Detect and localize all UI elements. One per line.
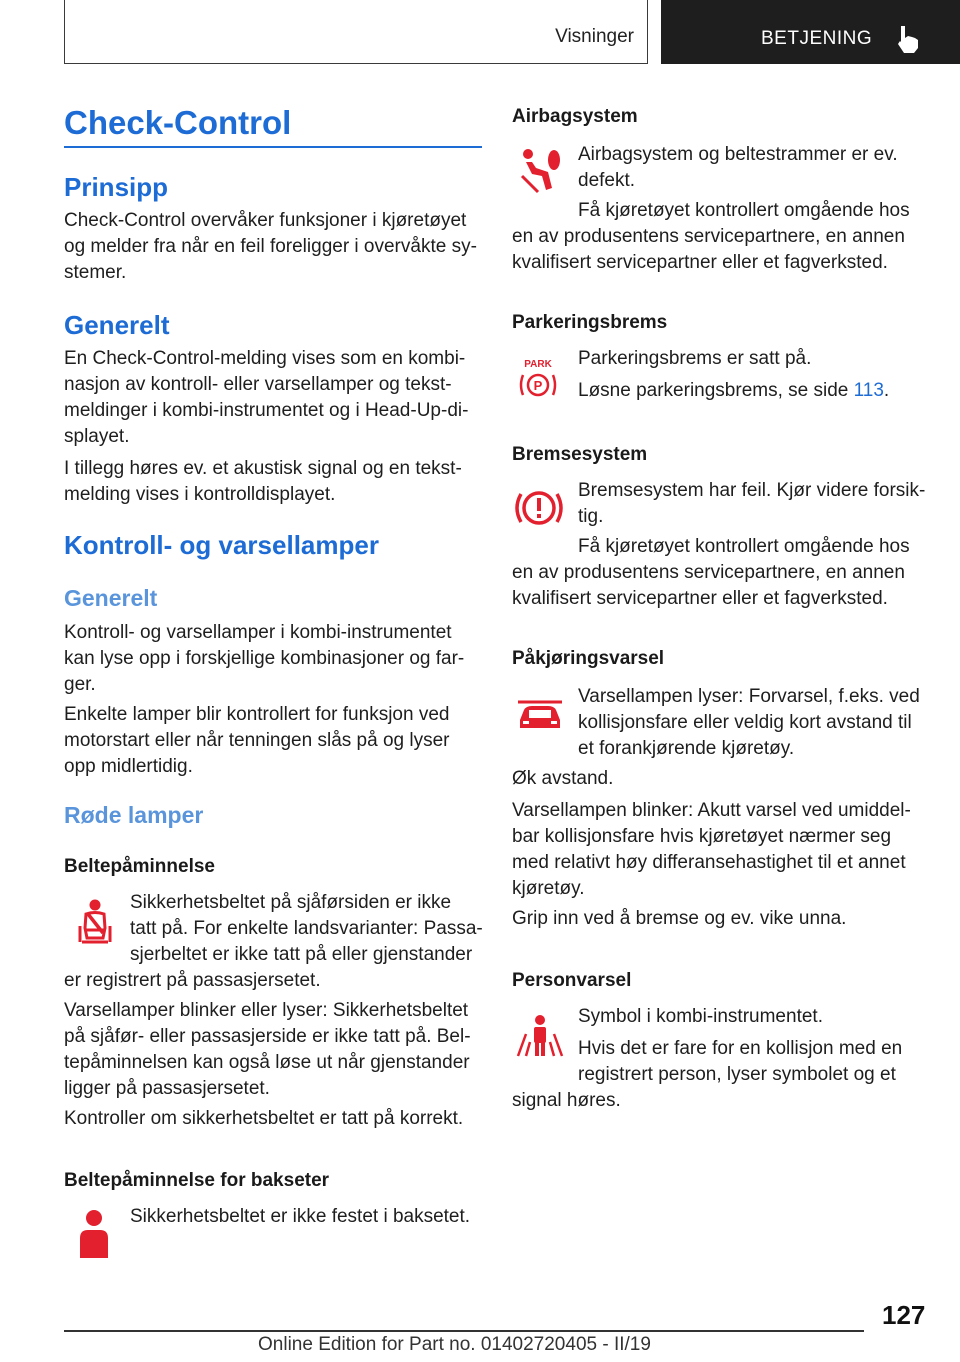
heading-parkeringsbrems: Parkeringsbrems xyxy=(512,312,668,333)
heading-beltepaminnelse-bakseter: Beltepåminnelse for bakseter xyxy=(64,1170,330,1191)
heading-pakjoringsvarsel: Påkjøringsvarsel xyxy=(512,648,665,669)
airbag-paragraph-1: Airbagsystem og beltestrammer er ev. defekt. xyxy=(578,144,898,191)
park-paragraph-1: Parkeringsbrems er satt på. xyxy=(578,348,812,369)
footer-edition: Online Edition for Part no. 01402720405 - II/19 xyxy=(258,1334,651,1355)
rear-seat-occupant-icon xyxy=(76,1208,112,1260)
park-paragraph-2: Løsne parkeringsbrems, se side 113. xyxy=(578,380,890,401)
page-reference-link[interactable]: 113 xyxy=(853,380,884,401)
page-number: 127 xyxy=(882,1300,926,1330)
generelt-paragraph-1: En Check-Control-melding vises som en kombi- nasjon av kontroll- eller varsellamper og tekst- meldinger i kombi-instrumentet og i Head-Up-di- splayet. xyxy=(64,348,469,447)
pakjoring-paragraph-2: Øk avstand. xyxy=(512,768,614,789)
bakseter-text: Sikkerhetsbeltet er ikke festet i baksetet. xyxy=(130,1206,471,1227)
generelt-paragraph-2: I tillegg høres ev. et akustisk signal og en tekst- melding vises i kontrolldisplayet. xyxy=(64,458,462,505)
beltepaminnelse-paragraph-1a: Sikkerhetsbeltet på sjåførsiden er ikke tatt på. For enkelte landsvarianter: Passa- sjerbeltet er ikke tatt på eller gjenstander xyxy=(130,892,483,965)
header-section-title: Visninger xyxy=(555,26,634,47)
airbag-icon xyxy=(518,146,564,196)
heading-kontroll-varsellamper: Kontroll- og varsellamper xyxy=(64,530,379,560)
pakjoring-paragraph-4: Grip inn ved å bremse og ev. vike unna. xyxy=(512,908,847,929)
heading-rode-lamper: Røde lamper xyxy=(64,802,204,828)
pakjoring-paragraph-3: Varsellampen blinker: Akutt varsel ved umiddel- bar kollisjonsfare hvis kjøretøyet nærmer seg med relativt høy differansehastighet til et annet kjøretøy. xyxy=(512,800,911,899)
brems-paragraph-2a: Få kjøretøyet kontrollert omgående hos xyxy=(578,536,910,557)
svg-text:PARK: PARK xyxy=(524,359,552,370)
heading-beltepaminnelse: Beltepåminnelse xyxy=(64,856,215,877)
person-paragraph-2a: Hvis det er fare for en kollisjon med en registrert person, lyser symbolet og et xyxy=(578,1038,903,1085)
heading-airbagsystem: Airbagsystem xyxy=(512,106,638,127)
kontroll-paragraph-1: Kontroll- og varsellamper i kombi-instrumentet kan lyse opp i forskjellige kombinasjoner og far- ger. xyxy=(64,622,465,695)
footer-divider xyxy=(64,1330,864,1332)
beltepaminnelse-paragraph-1b: er registrert på passasjersetet. xyxy=(64,970,321,991)
brems-paragraph-1: Bremsesystem har feil. Kjør videre forsik- tig. xyxy=(578,480,926,527)
svg-text:P: P xyxy=(533,378,543,393)
beltepaminnelse-paragraph-3: Kontroller om sikkerhetsbeltet er tatt på korrekt. xyxy=(64,1108,464,1129)
heading-bremsesystem: Bremsesystem xyxy=(512,444,648,465)
seatbelt-icon xyxy=(74,898,116,948)
pointing-hand-icon xyxy=(895,24,921,54)
collision-warning-car-icon xyxy=(514,694,566,734)
header-tab-label: BETJENING xyxy=(761,28,873,49)
parking-brake-icon xyxy=(518,356,558,400)
heading-personvarsel: Personvarsel xyxy=(512,970,632,991)
brake-warning-icon xyxy=(514,486,564,530)
title-divider xyxy=(64,146,482,148)
person-paragraph-2b: signal høres. xyxy=(512,1090,621,1111)
heading-prinsipp: Prinsipp xyxy=(64,172,169,202)
airbag-paragraph-2b: en av produsentens servicepartnere, en annen kvalifisert servicepartner eller et fagverksted. xyxy=(512,226,905,273)
page-title: Check-Control xyxy=(64,104,292,141)
header-tab-betjening[interactable] xyxy=(661,0,960,64)
kontroll-paragraph-2: Enkelte lamper blir kontrollert for funksjon ved motorstart eller når tenningen slås på og lyser opp midlertidig. xyxy=(64,704,450,777)
person-paragraph-1: Symbol i kombi-instrumentet. xyxy=(578,1006,823,1027)
prinsipp-text: Check-Control overvåker funksjoner i kjøretøyet og melder fra når en feil foreligger i overvåkte sy- stemer. xyxy=(64,210,477,283)
airbag-paragraph-2a: Få kjøretøyet kontrollert omgående hos xyxy=(578,200,910,221)
subheading-generelt: Generelt xyxy=(64,585,158,611)
pedestrian-warning-icon xyxy=(514,1014,566,1060)
heading-generelt: Generelt xyxy=(64,310,170,340)
pakjoring-paragraph-1: Varsellampen lyser: Forvarsel, f.eks. ved kollisjonsfare eller veldig kort avstand til et forankjørende kjøretøy. xyxy=(578,686,920,759)
brems-paragraph-2b: en av produsentens servicepartnere, en annen kvalifisert servicepartner eller et fagverksted. xyxy=(512,562,905,609)
beltepaminnelse-paragraph-2: Varsellamper blinker eller lyser: Sikkerhetsbeltet på sjåfør- eller passasjerside er ikke tatt på. Bel- tepåminnelsen kan også løse ut når gjenstander ligger på passasjersetet. xyxy=(64,1000,471,1099)
